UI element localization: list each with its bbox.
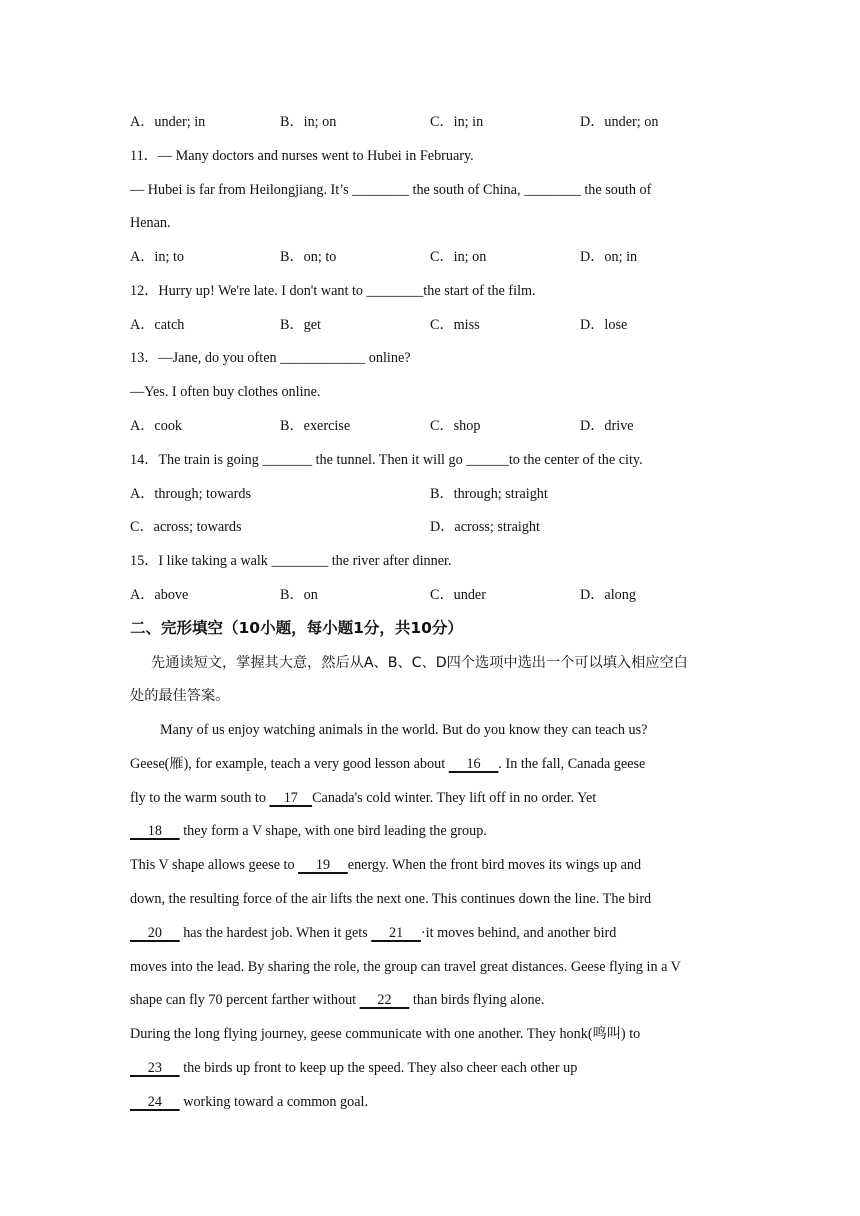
passage-line: [130, 990, 544, 1010]
q15-option-c[interactable]: C．under: [430, 587, 486, 603]
q10-options: [130, 112, 750, 132]
q10-option-d[interactable]: D．under; on: [580, 114, 659, 130]
passage-text: fly to the warm south to: [130, 790, 270, 806]
passage-text: energy. When the front bird moves its wings up and: [347, 857, 642, 873]
passage-text: than birds flying alone.: [409, 992, 545, 1008]
q15-question: 15．I like taking a walk ________ the river after dinner.: [130, 553, 452, 569]
section-heading: 二、完形填空（10小题，每小题1分，共10分）: [130, 619, 463, 637]
q14-options-row1: [130, 484, 750, 504]
passage-line: [130, 1092, 368, 1112]
blank-19[interactable]: 19: [298, 857, 348, 873]
section-instructions: 处的最佳答案。: [130, 688, 230, 704]
blank-16[interactable]: 16: [448, 756, 499, 772]
passage-line: [130, 923, 616, 943]
blank-23[interactable]: 23: [130, 1060, 180, 1076]
q12-option-b[interactable]: B．get: [280, 317, 321, 333]
q11-option-d[interactable]: D．on; in: [580, 249, 638, 265]
q13-options: [130, 416, 750, 436]
q11-text-line: — Hubei is far from Heilongjiang. It’s ________ the south of China, ________ the south of: [130, 182, 652, 198]
passage-text: has the hardest job. When it gets: [179, 925, 372, 941]
blank-20[interactable]: 20: [130, 925, 180, 941]
q13-option-a[interactable]: A．cook: [130, 418, 183, 434]
passage-text: the birds up front to keep up the speed. They also cheer each other up: [179, 1060, 578, 1076]
passage-line: [130, 788, 596, 808]
q11-option-a[interactable]: A．in; to: [130, 249, 184, 265]
q10-option-a[interactable]: A．under; in: [130, 114, 206, 130]
passage-line: During the long flying journey, geese communicate with one another. They honk(鸣叫) to: [130, 1026, 641, 1042]
passage-text: . In the fall, Canada geese: [498, 756, 646, 772]
q10-option-c[interactable]: C．in; in: [430, 114, 484, 130]
q13-option-c[interactable]: C．shop: [430, 418, 481, 434]
blank-18[interactable]: 18: [130, 823, 180, 839]
passage-line: down, the resulting force of the air lifts the next one. This continues down the line. The bird: [130, 891, 652, 907]
q12-option-d[interactable]: D．lose: [580, 317, 628, 333]
q11-option-b[interactable]: B．on; to: [280, 249, 337, 265]
q14-option-b[interactable]: B．through; straight: [430, 486, 548, 502]
q12-option-c[interactable]: C．miss: [430, 317, 480, 333]
q12-option-a[interactable]: A．catch: [130, 317, 185, 333]
blank-17[interactable]: 17: [269, 790, 313, 806]
passage-line: [130, 1058, 577, 1078]
q12-question: 12．Hurry up! We're late. I don't want to ________the start of the film.: [130, 283, 536, 299]
q13-option-d[interactable]: D．drive: [580, 418, 634, 434]
q10-option-b[interactable]: B．in; on: [280, 114, 337, 130]
q15-option-d[interactable]: D．along: [580, 587, 636, 603]
blank-24[interactable]: 24: [130, 1094, 180, 1110]
q13-option-b[interactable]: B．exercise: [280, 418, 351, 434]
q13-text-line: —Yes. I often buy clothes online.: [130, 384, 321, 400]
q15-option-b[interactable]: B．on: [280, 587, 318, 603]
q14-options-row2: [130, 517, 750, 537]
passage-text: Geese(雁), for example, teach a very good lesson about: [130, 756, 449, 772]
passage-line: [130, 821, 487, 841]
q14-option-c[interactable]: C．across; towards: [130, 519, 242, 535]
passage-text: ·it moves behind, and another bird: [420, 925, 617, 941]
passage-line: moves into the lead. By sharing the role, the group can travel great distances. Geese flying in a V: [130, 959, 681, 975]
q14-question: 14．The train is going _______ the tunnel. Then it will go ______to the center of the city.: [130, 452, 643, 468]
q14-option-d[interactable]: D．across; straight: [430, 519, 540, 535]
q13-question: 13．—Jane, do you often ____________ online?: [130, 350, 411, 366]
q11-text-line: Henan.: [130, 215, 171, 231]
passage-text: shape can fly 70 percent farther without: [130, 992, 360, 1008]
q14-option-a[interactable]: A．through; towards: [130, 486, 251, 502]
section-instructions: 先通读短文，掌握其大意，然后从A、B、C、D四个选项中选出一个可以填入相应空白: [151, 655, 688, 671]
passage-line: [130, 754, 645, 774]
passage-line: [130, 855, 641, 875]
blank-21[interactable]: 21: [371, 925, 421, 941]
passage-text: Canada's cold winter. They lift off in no order. Yet: [312, 790, 597, 806]
q11-option-c[interactable]: C．in; on: [430, 249, 487, 265]
q11-question: 11．— Many doctors and nurses went to Hubei in February.: [130, 148, 474, 164]
passage-text: they form a V shape, with one bird leading the group.: [179, 823, 487, 839]
q12-options: [130, 315, 750, 335]
passage-line: Many of us enjoy watching animals in the world. But do you know they can teach us?: [160, 722, 648, 738]
q15-option-a[interactable]: A．above: [130, 587, 189, 603]
q15-options: [130, 585, 750, 605]
passage-text: This V shape allows geese to: [130, 857, 299, 873]
passage-text: working toward a common goal.: [179, 1094, 368, 1110]
blank-22[interactable]: 22: [359, 992, 410, 1008]
q11-options: [130, 247, 750, 267]
